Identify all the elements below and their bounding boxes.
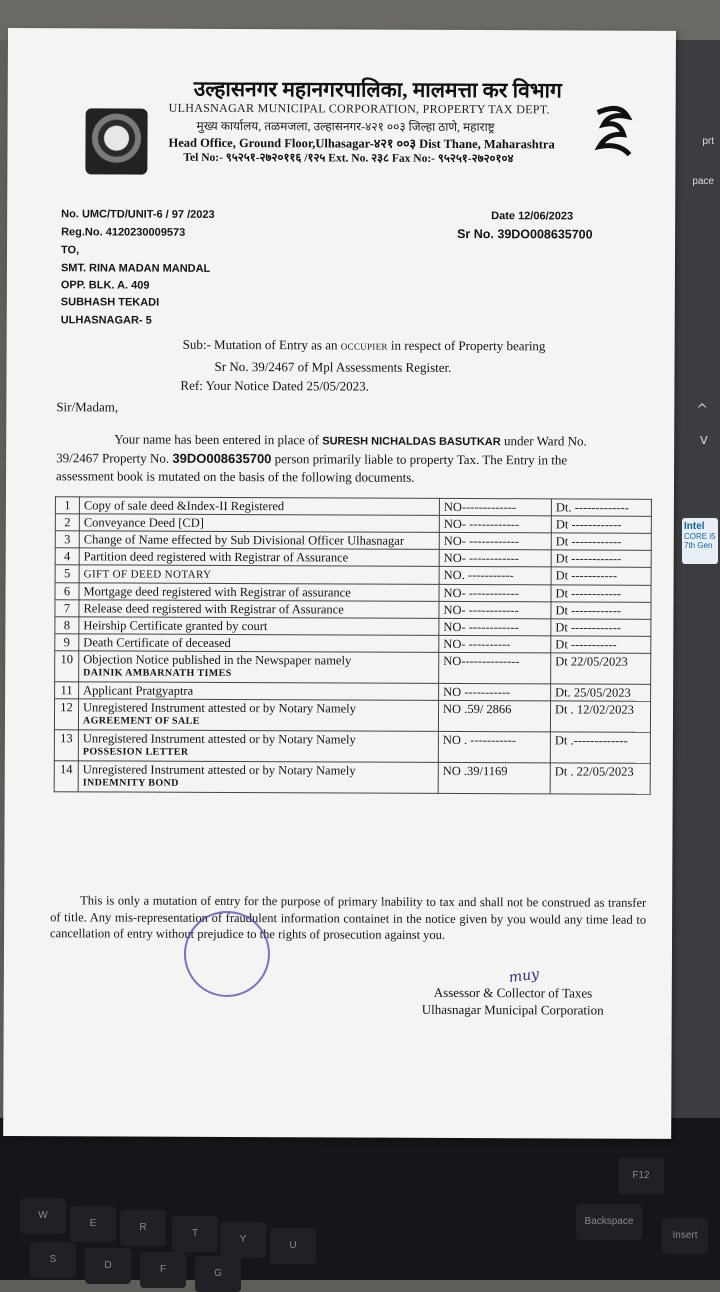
document-date-text: Dt ----------- <box>555 568 618 583</box>
document-date <box>550 701 650 732</box>
row-number-text: 12 <box>60 700 73 715</box>
row-number-text: 2 <box>64 515 71 530</box>
key-backspace: Backspace <box>576 1204 642 1240</box>
document-no-text: NO- ---------- <box>443 636 511 652</box>
document-date <box>551 550 651 567</box>
body-line-1 <box>114 431 587 449</box>
row-number-text: 11 <box>60 683 73 698</box>
document-name-text: Death Certificate of deceased <box>83 635 231 650</box>
document-name-text: Partition deed registered with Registrar of Assurance <box>83 549 349 565</box>
chevron-up-icon: ^ <box>696 402 708 418</box>
document-no-text: NO- ------------ <box>443 550 520 566</box>
document-name <box>78 699 438 732</box>
document-date-text: Dt. 25/05/2023 <box>555 685 631 700</box>
serial-number: Sr No. 39DO008635700 <box>457 226 593 242</box>
document-name <box>79 634 439 653</box>
document-name <box>79 600 439 619</box>
document-name <box>79 514 439 533</box>
document-name <box>79 497 439 516</box>
document-detail: DAINIK AMBARNATH TIMES <box>83 667 232 679</box>
document-name-text: Release deed registered with Registrar of Assurance <box>83 601 344 617</box>
document-name-text: Mortgage deed registered with Registrar of assurance <box>83 584 351 600</box>
document-date-text: Dt ------------ <box>555 603 622 618</box>
document-no <box>439 618 551 635</box>
header-marathi-address: मुख्य कार्यालय, तळमजला, उल्हासनगर-४२१ ००३ जिल्हा ठाणे, महाराष्ट्र <box>196 118 495 135</box>
intel-logo-text: Intel <box>684 521 705 532</box>
document-no <box>439 566 551 584</box>
umc-emblem-logo <box>589 103 639 165</box>
document-no <box>439 549 551 566</box>
document-date <box>551 636 651 653</box>
document-no <box>438 700 550 731</box>
document-name-text: Unregistered Instrument attested or by Notary Namely <box>82 731 356 747</box>
document-no-text: NO .39/1169 <box>442 763 508 779</box>
row-number-text: 13 <box>60 731 73 746</box>
reference-line: Ref: Your Notice Dated 25/05/2023. <box>180 377 369 394</box>
document-name <box>79 531 439 550</box>
side-label-pace: pace <box>692 176 714 187</box>
document-no <box>439 635 551 652</box>
document-date <box>551 567 651 585</box>
row-number <box>55 548 79 565</box>
document-detail: AGREEMENT OF SALE <box>82 715 200 727</box>
document-date <box>551 516 651 533</box>
header-marathi-title: उल्हासनगर महानगरपालिका, मालमत्ता कर विभाग <box>193 76 562 103</box>
document-date-text: Dt ------------ <box>555 517 622 532</box>
row-number-text: 5 <box>63 566 71 581</box>
document-date <box>551 585 651 602</box>
salutation: Sir/Madam, <box>56 399 119 415</box>
key-insert: Insert <box>662 1218 708 1254</box>
intel-gen-text: 7th Gen <box>684 541 713 550</box>
table-row <box>54 699 650 733</box>
document-date-text: Dt . 12/02/2023 <box>555 702 634 717</box>
document-name-text: Heirship Certificate granted by court <box>83 618 268 634</box>
document-date <box>550 732 650 763</box>
subject-line-2: Sr No. 39/2467 of Mpl Assessments Register. <box>214 358 452 375</box>
document-name <box>79 682 439 701</box>
document-name-text: Unregistered Instrument attested or by Notary Namely <box>82 762 356 778</box>
documents-table <box>54 496 652 795</box>
handwritten-signature: muy <box>507 966 541 987</box>
document-name-text: Copy of sale deed &Index-II Registered <box>83 498 285 514</box>
body-line-2-end: person primarily liable to property Tax. The Entry in the <box>274 451 568 468</box>
document-date <box>551 619 651 636</box>
document-no-text: NO ----------- <box>443 684 511 700</box>
document-name <box>79 548 439 567</box>
document-date <box>551 499 651 516</box>
document-date-text: Dt ----------- <box>555 637 617 652</box>
intel-core-text: CORE i5 <box>684 532 716 541</box>
key-r: R <box>120 1210 166 1246</box>
row-number <box>55 497 79 514</box>
row-number-text: 8 <box>63 618 71 633</box>
header-head-office: Head Office, Ground Floor,Ulhasagar-४२१ ००३ Dist Thane, Maharashtra <box>168 135 555 152</box>
document-name-text: Conveyance Deed [CD] <box>83 515 204 530</box>
chevron-down-icon: v <box>699 432 708 448</box>
document-no <box>438 731 550 762</box>
tax-letter <box>3 28 676 1139</box>
body-line-1-end: under Ward No. <box>503 433 587 449</box>
key-w: W <box>20 1198 66 1234</box>
document-date-text: Dt ------------ <box>555 551 622 566</box>
row-number <box>55 600 79 617</box>
document-no <box>439 584 551 601</box>
document-detail: INDEMNITY BOND <box>82 777 179 789</box>
document-name <box>78 730 438 763</box>
table-row <box>54 730 650 764</box>
document-name <box>79 583 439 602</box>
document-detail: POSSESION LETTER <box>82 746 189 758</box>
subject-prefix: Sub:- Mutation of Entry as an <box>182 336 338 353</box>
recipient-city: ULHASNAGAR- 5 <box>60 314 152 327</box>
document-no <box>439 652 551 683</box>
key-e: E <box>70 1206 116 1242</box>
signatory-organisation: Ulhasnagar Municipal Corporation <box>421 1001 604 1018</box>
document-no-text: NO .59/ 2866 <box>443 701 512 717</box>
document-date-text: Dt ------------ <box>555 586 622 601</box>
key-f12: F12 <box>618 1158 664 1194</box>
official-stamp <box>184 911 270 997</box>
body-line-2 <box>56 450 567 468</box>
document-no-text: NO . ----------- <box>442 732 517 748</box>
document-name <box>79 617 439 636</box>
document-name-text: GIFT OF DEED NOTARY <box>83 568 212 581</box>
document-date-text: Dt . 22/05/2023 <box>554 764 634 779</box>
letter-number: No. UMC/TD/UNIT-6 / 97 /2023 <box>61 208 215 221</box>
document-name <box>79 651 439 684</box>
document-no <box>439 532 551 549</box>
body-line-2-start: 39/2467 Property No. <box>56 450 170 466</box>
document-no <box>439 601 551 618</box>
header-english-title: ULHASNAGAR MUNICIPAL CORPORATION, PROPERTY TAX DEPT. <box>168 100 550 117</box>
body-line-1-start: Your name has been entered in place of <box>114 431 320 448</box>
municipal-seal-logo <box>85 108 147 174</box>
keyboard <box>0 1118 720 1280</box>
document-name-text: Applicant Pratgyaptra <box>83 683 194 698</box>
table-row <box>55 651 651 685</box>
laptop-screen-edge <box>670 40 720 1130</box>
row-number <box>55 583 79 600</box>
document-no-text: NO- ------------ <box>443 619 519 635</box>
document-no <box>439 515 551 532</box>
document-date-text: Dt ------------ <box>555 620 621 635</box>
document-no-text: NO. ----------- <box>443 567 514 583</box>
row-number-text: 10 <box>60 652 74 667</box>
key-d: D <box>85 1248 131 1284</box>
document-no <box>439 498 551 515</box>
key-y: Y <box>220 1222 266 1258</box>
row-number <box>54 761 78 792</box>
table-row <box>54 761 650 795</box>
document-date-text: Dt ------------ <box>555 534 622 549</box>
registration-number: Reg.No. 4120230009573 <box>61 226 186 239</box>
recipient-name: SMT. RINA MADAN MANDAL <box>60 262 211 275</box>
row-number <box>55 565 79 583</box>
document-date-text: Dt .------------- <box>554 733 628 748</box>
property-number: 39DO008635700 <box>172 450 272 467</box>
recipient-to: TO, <box>61 244 80 257</box>
row-number-text: 14 <box>59 762 73 777</box>
key-u: U <box>270 1228 316 1264</box>
intel-sticker <box>682 518 718 564</box>
row-number-text: 7 <box>63 601 71 616</box>
document-date <box>551 533 651 550</box>
key-s: S <box>30 1242 76 1278</box>
document-no <box>439 683 551 700</box>
key-g: G <box>195 1256 241 1292</box>
document-no-text: NO- ------------ <box>443 516 520 532</box>
row-number <box>55 617 79 634</box>
document-date <box>551 602 651 619</box>
row-number <box>55 514 79 531</box>
signatory-title: Assessor & Collector of Taxes <box>433 984 593 1001</box>
previous-owner-name: SURESH NICHALDAS BASUTKAR <box>322 435 501 449</box>
subject-occupier: OCCUPIER <box>340 341 388 352</box>
document-no-text: NO- ------------ <box>443 533 520 549</box>
row-number-text: 9 <box>63 635 70 650</box>
document-name-text: Unregistered Instrument attested or by Notary Namely <box>83 700 356 716</box>
document-date <box>550 763 650 794</box>
recipient-address-1: OPP. BLK. A. 409 <box>60 279 150 292</box>
document-name <box>78 761 438 794</box>
document-date <box>551 684 651 701</box>
row-number <box>54 699 78 730</box>
document-name <box>79 565 439 585</box>
row-number <box>54 730 78 761</box>
key-f: F <box>140 1252 186 1288</box>
header-phones: Tel No:- ९५२५१-२७२०११६ /१२५ Ext. No. २३८ Fax No:- ९५२५१-२७२०१०४ <box>183 151 514 166</box>
document-no-text: NO------------- <box>443 499 517 515</box>
row-number-text: 3 <box>64 532 71 547</box>
document-no-text: NO- ------------ <box>443 585 519 601</box>
document-no-text: NO- ------------ <box>443 602 519 618</box>
row-number <box>55 682 79 699</box>
letter-date: Date 12/06/2023 <box>491 210 574 223</box>
row-number <box>55 634 79 651</box>
disclaimer-paragraph: This is only a mutation of entry for the purpose of primary lnability to tax and shall not be construed as transfer of title. Any mis-representation of fraudulent information containet in the notice given by you would any time lead to cancellation of entry without prejudice to the rights of prosecution against you. <box>50 893 647 942</box>
row-number <box>55 651 79 682</box>
subject-line-1 <box>183 337 546 355</box>
document-date-text: Dt 22/05/2023 <box>555 654 628 669</box>
document-name-text: Change of Name effected by Sub Divisional Officer Ulhasnagar <box>83 532 405 548</box>
document-date <box>551 653 651 684</box>
side-label-prt: prt <box>702 136 714 147</box>
document-date-text: Dt. ------------- <box>555 500 629 515</box>
document-no <box>438 762 550 793</box>
document-name-text: Objection Notice published in the Newspaper namely <box>83 652 352 668</box>
row-number-text: 6 <box>63 584 71 599</box>
recipient-address-2: SUBHASH TEKADI <box>60 296 160 309</box>
row-number-text: 1 <box>64 498 71 513</box>
body-line-3: assessment book is mutated on the basis of the following documents. <box>56 468 415 485</box>
subject-suffix: in respect of Property bearing <box>390 337 546 354</box>
document-no-text: NO-------------- <box>443 653 520 669</box>
key-t: T <box>172 1216 218 1252</box>
row-number <box>55 531 79 548</box>
row-number-text: 4 <box>64 549 71 564</box>
